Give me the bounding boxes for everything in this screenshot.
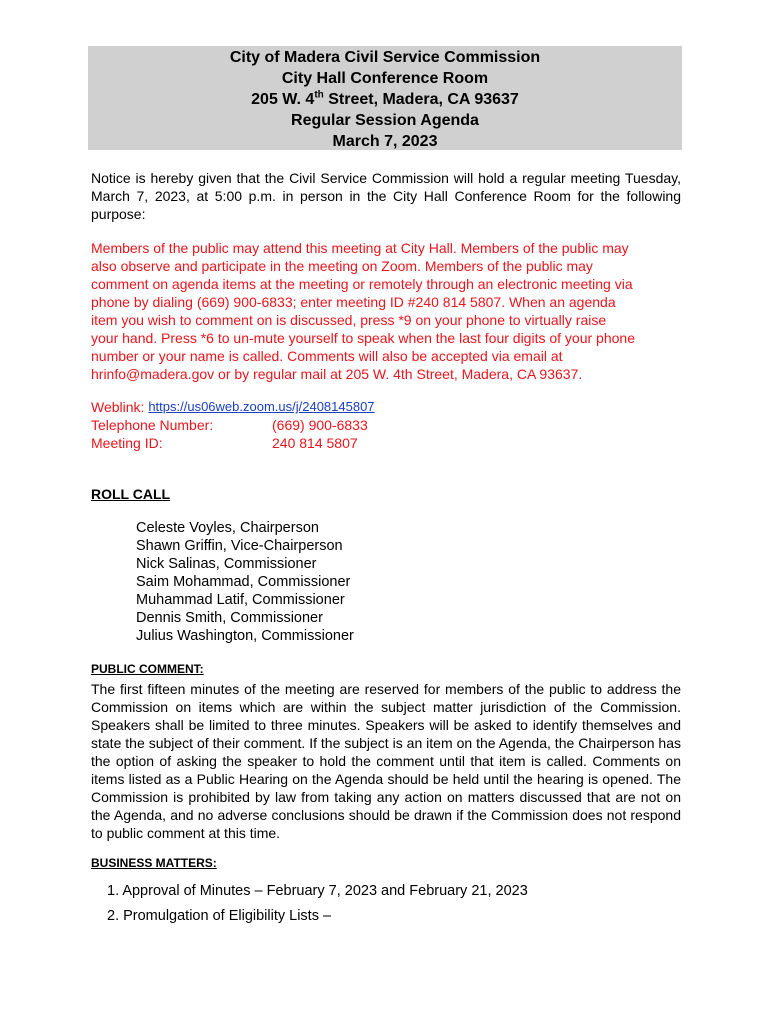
venue-name: City Hall Conference Room: [281, 70, 489, 87]
session-type: Regular Session Agenda: [291, 112, 479, 129]
list-item: Julius Washington, Commissioner: [136, 628, 354, 644]
meeting-notice: Notice is hereby given that the Civil Service Commission will hold a regular meeting Tuesday, March 7, 2023, at 5:00 p.m. in person in the City Hall Conference Room for the following purpose:: [91, 170, 681, 222]
agenda-header: [88, 46, 682, 150]
roll-call-list: [136, 519, 354, 645]
remote-contact-info: [91, 398, 681, 452]
meeting-date: March 7, 2023: [332, 133, 438, 150]
commission-title: City of Madera Civil Service Commission: [229, 49, 541, 66]
public-comment-heading: PUBLIC COMMENT:: [91, 662, 204, 676]
list-item: Dennis Smith, Commissioner: [136, 610, 323, 626]
phone-number: (669) 900-6833: [272, 417, 368, 433]
weblink-label: Weblink:: [91, 399, 145, 415]
zoom-weblink[interactable]: https://us06web.zoom.us/j/2408145807: [148, 399, 375, 414]
roll-call-heading: ROLL CALL: [91, 486, 171, 502]
meeting-id: 240 814 5807: [272, 435, 358, 451]
list-item: Muhammad Latif, Commissioner: [136, 592, 345, 608]
meeting-id-label: Meeting ID:: [91, 435, 163, 451]
public-access-instructions: Members of the public may attend this meeting at City Hall. Members of the public may also observe and participate in the meeting on Zoom. Members of the public may comment on agenda items at the meeting or remotely through an electronic meeting via phone by dialing (669) 900-6833; enter meeting ID #240 814 5807. When an agenda item you wish to comment on is discussed, press *9 on your phone to virtually raise your hand. Press *6 to un-mute yourself to speak when the last four digits of your phone number or your name is called. Comments will also be accepted via email at hrinfo@madera.gov or by regular mail at 205 W. 4th Street, Madera, CA 93637.: [91, 240, 635, 382]
public-comment-text: The first fifteen minutes of the meeting are reserved for members of the public to address the Commission on items which are within the subject matter jurisdiction of the Commission. Speakers shall be limited to three minutes. Speakers will be asked to identify themselves and state the subject of their comment. If the subject is an item on the Agenda, the Chairperson has the option of asking the speaker to hold the comment until that item is called. Comments on items listed as a Public Hearing on the Agenda should be held until the hearing is opened. The Commission is prohibited by law from taking any action on matters discussed that are not on the Agenda, and no adverse conclusions should be drawn if the Commission does not respond to public comment at this time.: [91, 681, 681, 841]
list-item: Shawn Griffin, Vice-Chairperson: [136, 538, 343, 554]
venue-address: 205 W. 4th Street, Madera, CA 93637: [251, 89, 519, 108]
list-item: Nick Salinas, Commissioner: [136, 556, 317, 572]
list-item: 2. Promulgation of Eligibility Lists –: [107, 908, 332, 924]
list-item: Saim Mohammad, Commissioner: [136, 574, 351, 590]
phone-label: Telephone Number:: [91, 417, 214, 433]
list-item: Celeste Voyles, Chairperson: [136, 520, 319, 536]
list-item: 1. Approval of Minutes – February 7, 2023 and February 21, 2023: [107, 883, 528, 899]
business-matters-list: [107, 881, 528, 931]
business-matters-heading: BUSINESS MATTERS:: [91, 856, 217, 870]
